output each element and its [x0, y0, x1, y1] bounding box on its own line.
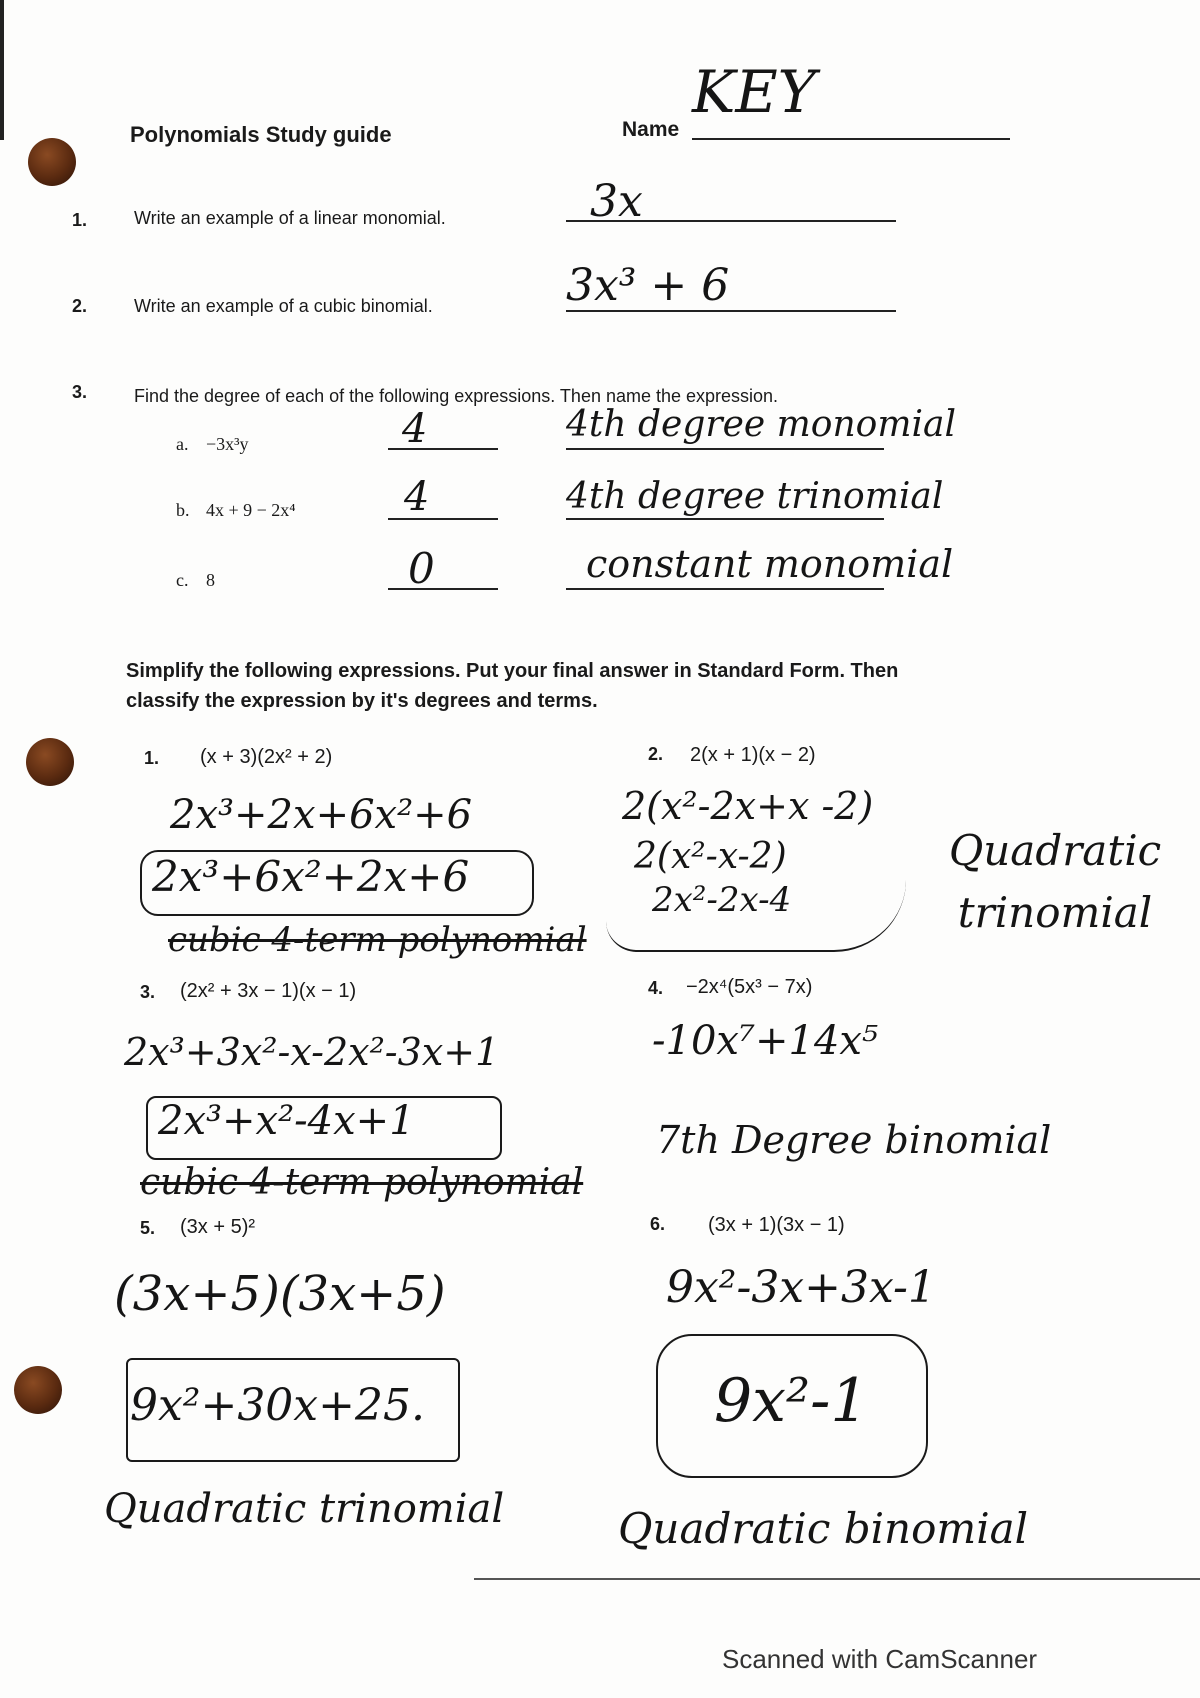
classification: Quadratic trinomial: [948, 826, 1162, 937]
expression-name-answer: 4th degree trinomial: [566, 476, 944, 517]
degree-answer: 4: [402, 406, 428, 452]
problem-expression: (3x + 5)²: [180, 1216, 256, 1238]
item-expression: 8: [206, 570, 215, 590]
problem-number: 3.: [140, 982, 156, 1002]
name-label: Name: [622, 118, 680, 141]
degree-line: [388, 552, 498, 590]
problem-expression: (3x + 1)(3x − 1): [708, 1214, 845, 1236]
problem-expression: (2x² + 3x − 1)(x − 1): [180, 980, 357, 1002]
answer: -10x⁷+14x⁵: [652, 1018, 879, 1064]
work-step: 2x³+2x+6x²+6: [170, 792, 473, 838]
question-text: Write an example of a linear monomial.: [134, 208, 446, 228]
classification: cubic 4-term polynomial: [168, 920, 587, 960]
item-label: a.: [176, 434, 189, 454]
problem-number: 4.: [648, 978, 664, 998]
work-step: 2x³+3x²-x-2x²-3x+1: [124, 1030, 500, 1074]
handwritten-answer: 3x: [590, 176, 643, 227]
classification: 7th Degree binomial: [656, 1118, 1052, 1162]
boxed-answer: 9x²+30x+25.: [130, 1380, 425, 1431]
boxed-answer: 2x³+x²-4x+1: [158, 1098, 415, 1144]
problem-number: 6.: [650, 1214, 666, 1234]
problem-number: 1.: [144, 748, 160, 768]
instructions-line-1: Simplify the following expressions. Put your final answer in Standard Form. Then: [126, 660, 899, 682]
question-number: 3.: [72, 382, 88, 402]
classification: Quadratic binomial: [618, 1504, 1029, 1553]
bottom-rule: [474, 1578, 1200, 1580]
problem-expression: (x + 3)(2x² + 2): [200, 746, 333, 768]
instructions-line-2: classify the expression by it's degrees and terms.: [126, 690, 598, 712]
binder-hole: [14, 1366, 62, 1414]
degree-answer: 4: [404, 474, 430, 520]
work-step: 2(x²-2x+x -2): [622, 784, 874, 828]
question-number: 1.: [72, 210, 88, 230]
scanner-watermark: Scanned with CamScanner: [722, 1644, 1038, 1674]
boxed-answer: 9x²-1: [714, 1366, 869, 1436]
boxed-answer: 2x²-2x-4: [652, 880, 792, 920]
question-number: 2.: [72, 296, 88, 316]
handwritten-answer: 3x³ + 6: [566, 260, 730, 311]
item-label: c.: [176, 570, 189, 590]
binder-hole: [26, 738, 74, 786]
expression-name-answer: constant monomial: [586, 542, 954, 586]
item-expression: 4x + 9 − 2x⁴: [206, 500, 296, 520]
name-answer: KEY: [692, 58, 816, 126]
classification: cubic 4-term polynomial: [140, 1162, 584, 1203]
item-expression: −3x³y: [206, 434, 249, 454]
problem-number: 2.: [648, 744, 664, 764]
classification: Quadratic trinomial: [104, 1486, 505, 1532]
boxed-answer: 2x³+6x²+2x+6: [152, 852, 470, 901]
item-label: b.: [176, 500, 190, 520]
problem-expression: −2x⁴(5x³ − 7x): [686, 976, 813, 998]
page-title: Polynomials Study guide: [130, 122, 392, 147]
question-text: Write an example of a cubic binomial.: [134, 296, 433, 316]
problem-expression: 2(x + 1)(x − 2): [690, 744, 816, 766]
expression-name-answer: 4th degree monomial: [566, 404, 956, 445]
work-step: (3x+5)(3x+5): [114, 1266, 446, 1322]
work-step: 9x²-3x+3x-1: [666, 1262, 936, 1313]
page-edge-mark: [0, 0, 4, 140]
work-step: 2(x²-x-2): [634, 836, 787, 877]
binder-hole: [28, 138, 76, 186]
problem-number: 5.: [140, 1218, 156, 1238]
question-text: Find the degree of each of the following expressions. Then name the expression.: [134, 386, 779, 406]
degree-answer: 0: [408, 544, 435, 593]
